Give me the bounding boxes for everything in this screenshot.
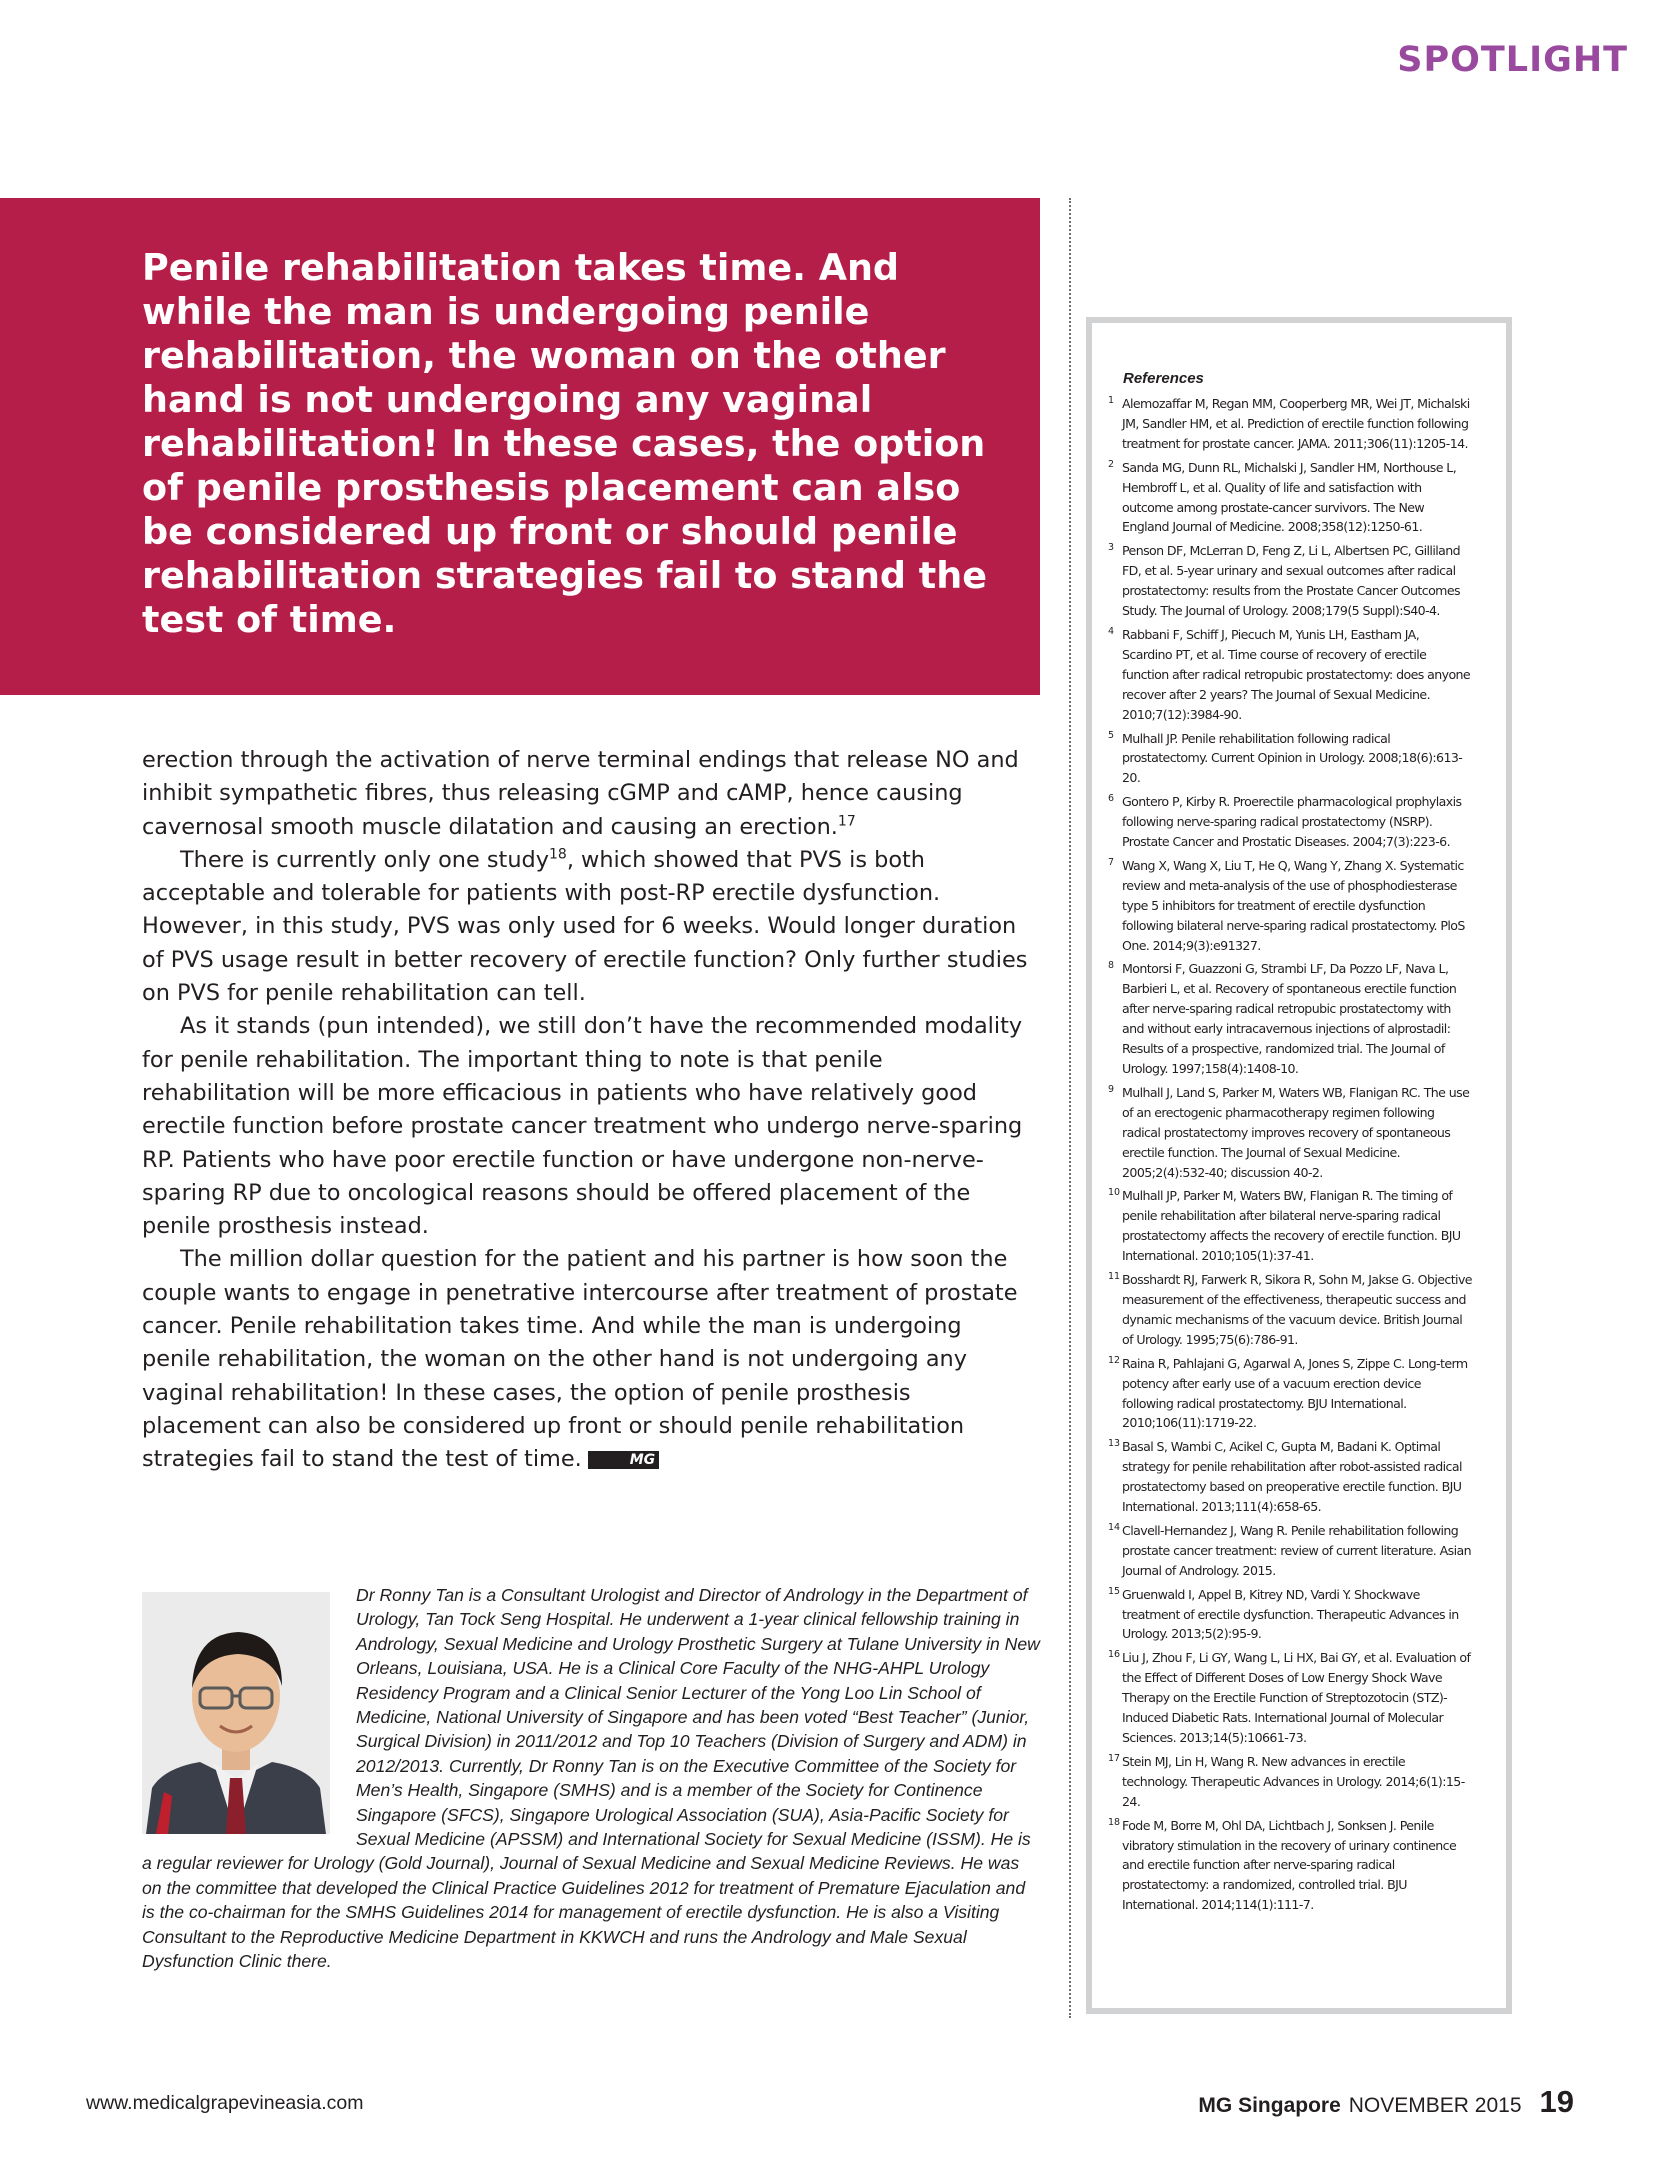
footer-date: NOVEMBER 2015 xyxy=(1348,2094,1522,2117)
reference-text: Bosshardt RJ, Farwerk R, Sikora R, Sohn M, Jakse G. Objective measurement of the effectiveness, therapeutic success and dynamic mechanisms of the vacuum device. British Journal of Urology. 1995;75(6):786-91. xyxy=(1122,1272,1472,1347)
author-bio-text: Dr Ronny Tan is a Consultant Urologist and Director of Andrology in the Department of Urology, Tan Tock Seng Hospital. He underwent a 1-year clinical fellowship training in Andrology, Sexual Medicine and Urology Prosthetic Surgery at Tulane University in New Orleans, Louisiana, USA. He is a Clinical Core Faculty of the NHG-AHPL Urology Residency Program and a Clinical Senior Lecturer of the Yong Loo Lin School of Medicine, National University of Singapore and has been voted “Best Teacher” (Junior, Surgical Division) in 2011/2012 and Top 10 Teachers (Division of Surgery and ADM) in 2012/2013. Currently, Dr Ronny Tan is on the Executive Committee of the Society for Men’s Health, Singapore (SMHS) and is a member of the Society for Continence Singapore (SFCS), Singapore Urological Association (SUA), Asia-Pacific Society for Sexual Medicine (APSSM) and International Society for Sexual Medicine (ISSM). He is a regular reviewer for Urology (Gold Journal), Journal of Sexual Medicine and Sexual Medicine Reviews. He was on the committee that developed the Clinical Practice Guidelines 2012 for treatment of Premature Ejaculation and is the co-chairman for the SMHS Guidelines 2014 for management of erectile dysfunction. He is also a Visiting Consultant to the Reproductive Medicine Department in KKWCH and runs the Andrology and Male Sexual Dysfunction Clinic there. xyxy=(142,1585,1040,1972)
reference-text: Stein MJ, Lin H, Wang R. New advances in erectile technology. Therapeutic Advances in Urology. 2014;6(1):15-24. xyxy=(1122,1753,1465,1809)
reference-number: 3 xyxy=(1108,542,1115,554)
reference-text: Montorsi F, Guazzoni G, Strambi LF, Da Pozzo LF, Nava L, Barbieri L, et al. Recovery of spontaneous erectile function after nerve-sparing radical retropubic prostatectomy with and without early intracavernous injections of alprostadil: Results of a prospective, randomized trial. The Journal of Urology. 1997;158(4):1408-10. xyxy=(1122,961,1457,1076)
body-paragraph-2-start: There is currently only one study xyxy=(180,846,549,873)
reference-text: Alemozaffar M, Regan MM, Cooperberg MR, Wei JT, Michalski JM, Sandler HM, et al. Prediction of erectile function following treatment for prostate cancer. JAMA. 2011;306(11):1205-14. xyxy=(1122,396,1470,451)
reference-number: 7 xyxy=(1108,856,1115,868)
section-label: SPOTLIGHT xyxy=(1397,40,1628,80)
reference-text: Sanda MG, Dunn RL, Michalski J, Sandler HM, Northouse L, Hembroff L, et al. Quality of life and satisfaction with outcome among prostate-cancer survivors. The New England Journal of Medicine. 2008;358(12):1250-61. xyxy=(1122,459,1457,535)
reference-item xyxy=(1108,1186,1472,1266)
body-paragraph-4-text: The million dollar question for the patient and his partner is how soon the couple wants to engage in penetrative intercourse after treatment of prostate cancer. Penile rehabilitation takes time. And while the man is undergoing penile rehabilitation, the woman on the other hand is not undergoing any vaginal rehabilitation! In these cases, the option of penile prosthesis placement can also be considered up front or should penile rehabilitation strategies fail to stand the test of time. xyxy=(142,1246,1018,1473)
body-paragraph-2-end: , which showed that PVS is both acceptable and tolerable for patients with post-RP erectile dysfunction. However, in this study, PVS was only used for 6 weeks. Would longer duration of PVS usage result in better recovery of erectile function? Only further studies on PVS for penile rehabilitation can tell. xyxy=(142,846,1028,1007)
reference-item xyxy=(1108,394,1472,454)
reference-text: Mulhall J, Land S, Parker M, Waters WB, Flanigan RC. The use of an erectogenic pharmacotherapy regimen following radical prostatectomy improves recovery of spontaneous erectile function. The Journal of Sexual Medicine. 2005;2(4):532-40; discussion 40-2. xyxy=(1122,1084,1470,1180)
references-list xyxy=(1108,394,1472,1919)
reference-text: Mulhall JP, Parker M, Waters BW, Flanigan R. The timing of penile rehabilitation after bilateral nerve-sparing radical prostatectomy affects the recovery of erectile function. BJU International. 2010;105(1):37-41. xyxy=(1122,1188,1461,1264)
reference-number: 9 xyxy=(1108,1083,1115,1095)
reference-text: Liu J, Zhou F, Li GY, Wang L, Li HX, Bai GY, et al. Evaluation of the Effect of Different Doses of Low Energy Shock Wave Therapy on the Erectile Function of Streptozotocin (STZ)-Induced Diabetic Rats. International Journal of Molecular Sciences. 2013;14(5):10661-73. xyxy=(1122,1650,1471,1745)
footer-website: www.medicalgrapevineasia.com xyxy=(86,2092,364,2114)
page-number: 19 xyxy=(1539,2084,1574,2119)
reference-item xyxy=(1108,625,1472,725)
reference-number: 8 xyxy=(1108,960,1115,972)
reference-item xyxy=(1108,1752,1472,1812)
reference-item xyxy=(1108,1354,1472,1434)
reference-item xyxy=(1108,541,1472,621)
end-mark-logo: MG xyxy=(588,1451,659,1469)
footer-magazine: MG Singapore xyxy=(1198,2094,1341,2117)
article-body xyxy=(142,744,1032,1477)
reference-item xyxy=(1108,1270,1472,1350)
reference-number: 1 xyxy=(1108,395,1115,406)
reference-item xyxy=(1108,856,1472,956)
reference-number: 18 xyxy=(1108,1816,1121,1828)
reference-item xyxy=(1108,1521,1472,1581)
citation-17: 17 xyxy=(837,813,856,830)
reference-item xyxy=(1108,792,1472,852)
reference-item xyxy=(1108,1816,1472,1916)
citation-18: 18 xyxy=(548,846,567,863)
pullquote-text: Penile rehabilitation takes time. And while the man is undergoing penile rehabilitation, the woman on the other hand is not undergoing any vaginal rehabilitation! In these cases, the option of penile prosthesis placement can also be considered up front or should penile rehabilitation strategies fail to stand the test of time. xyxy=(142,246,987,641)
reference-text: Wang X, Wang X, Liu T, He Q, Wang Y, Zhang X. Systematic review and meta-analysis of the use of phosphodiesterase type 5 inhibitors for treatment of erectile dysfunction following bilateral nerve-sparing radical prostatectomy. PloS One. 2014;9(3):e91327. xyxy=(1122,857,1465,953)
reference-item xyxy=(1108,959,1472,1078)
reference-number: 17 xyxy=(1108,1752,1121,1764)
reference-text: Basal S, Wambi C, Acikel C, Gupta M, Badani K. Optimal strategy for penile rehabilitation after robot-assisted radical prostatectomy based on preoperative erectile function. BJU International. 2013;111(4):658-65. xyxy=(1122,1439,1462,1515)
body-paragraph-2 xyxy=(142,844,1032,1010)
reference-item xyxy=(1108,1437,1472,1517)
reference-item xyxy=(1108,1083,1472,1183)
bio-photo-spacer xyxy=(142,1583,356,1845)
reference-number: 2 xyxy=(1108,458,1115,470)
reference-text: Fode M, Borre M, Ohl DA, Lichtbach J, Sonksen J. Penile vibratory stimulation in the recovery of urinary continence and erectile function after nerve-sparing radical prostatectomy: a randomized, controlled trial. BJU International. 2014;114(1):111-7. xyxy=(1122,1817,1457,1913)
reference-number: 13 xyxy=(1108,1438,1121,1450)
reference-number: 11 xyxy=(1108,1271,1121,1283)
body-paragraph-1 xyxy=(142,744,1032,844)
column-divider xyxy=(1069,198,1071,2018)
reference-number: 15 xyxy=(1108,1585,1121,1597)
reference-number: 6 xyxy=(1108,793,1115,805)
reference-item xyxy=(1108,458,1472,538)
reference-text: Gontero P, Kirby R. Proerectile pharmacological prophylaxis following nerve-sparing radical prostatectomy (NSRP). Prostate Cancer and Prostatic Diseases. 2004;7(3):223-6. xyxy=(1122,794,1462,850)
author-bio xyxy=(142,1583,1042,1974)
reference-item xyxy=(1108,1585,1472,1645)
reference-number: 4 xyxy=(1108,625,1115,637)
reference-text: Rabbani F, Schiff J, Piecuch M, Yunis LH, Eastham JA, Scardino PT, et al. Time course of recovery of erectile function after radical retropubic prostatectomy: does anyone recover after 2 years? The Journal of Sexual Medicine. 2010;7(12):3984-90. xyxy=(1122,626,1471,722)
reference-number: 16 xyxy=(1108,1649,1121,1661)
reference-text: Gruenwald I, Appel B, Kitrey ND, Vardi Y. Shockwave treatment of erectile dysfunction. Therapeutic Advances in Urology. 2013;5(2):95-9. xyxy=(1122,1586,1459,1642)
reference-text: Raina R, Pahlajani G, Agarwal A, Jones S, Zippe C. Long-term potency after early use of a vacuum erection device following radical prostatectomy. BJU International. 2010;106(11):1719-22. xyxy=(1122,1355,1468,1431)
body-paragraph-3: As it stands (pun intended), we still don’t have the recommended modality for penile rehabilitation. The important thing to note is that penile rehabilitation will be more efficacious in patients who have relatively good erectile function before prostate cancer treatment who undergo nerve-sparing RP. Patients who have poor erectile function or have undergone non-nerve-sparing RP due to oncological reasons should be offered placement of the penile prosthesis instead. xyxy=(142,1013,1023,1240)
reference-number: 14 xyxy=(1108,1521,1121,1533)
reference-number: 12 xyxy=(1108,1354,1121,1366)
reference-item xyxy=(1108,1648,1472,1748)
footer-issue xyxy=(1198,2084,1574,2118)
reference-item xyxy=(1108,729,1472,789)
reference-text: Mulhall JP. Penile rehabilitation following radical prostatectomy. Current Opinion in Urology. 2008;18(6):613-20. xyxy=(1122,730,1463,786)
body-paragraph-4 xyxy=(142,1243,1032,1476)
body-paragraph-1-text: erection through the activation of nerve terminal endings that release NO and inhibit sympathetic fibres, thus releasing cGMP and cAMP, hence causing cavernosal smooth muscle dilatation and causing an erection. xyxy=(142,747,1019,840)
reference-text: Clavell-Hernandez J, Wang R. Penile rehabilitation following prostate cancer treatment: review of current literature. Asian Journal of Andrology. 2015. xyxy=(1122,1522,1471,1578)
reference-number: 5 xyxy=(1108,729,1115,741)
reference-number: 10 xyxy=(1108,1187,1121,1199)
references-heading: References xyxy=(1123,370,1204,387)
reference-text: Penson DF, McLerran D, Feng Z, Li L, Albertsen PC, Gilliland FD, et al. 5-year urinary and sexual outcomes after radical prostatectomy: results from the Prostate Cancer Outcomes Study. The Journal of Urology. 2008;179(5 Suppl):S40-4. xyxy=(1122,543,1461,619)
